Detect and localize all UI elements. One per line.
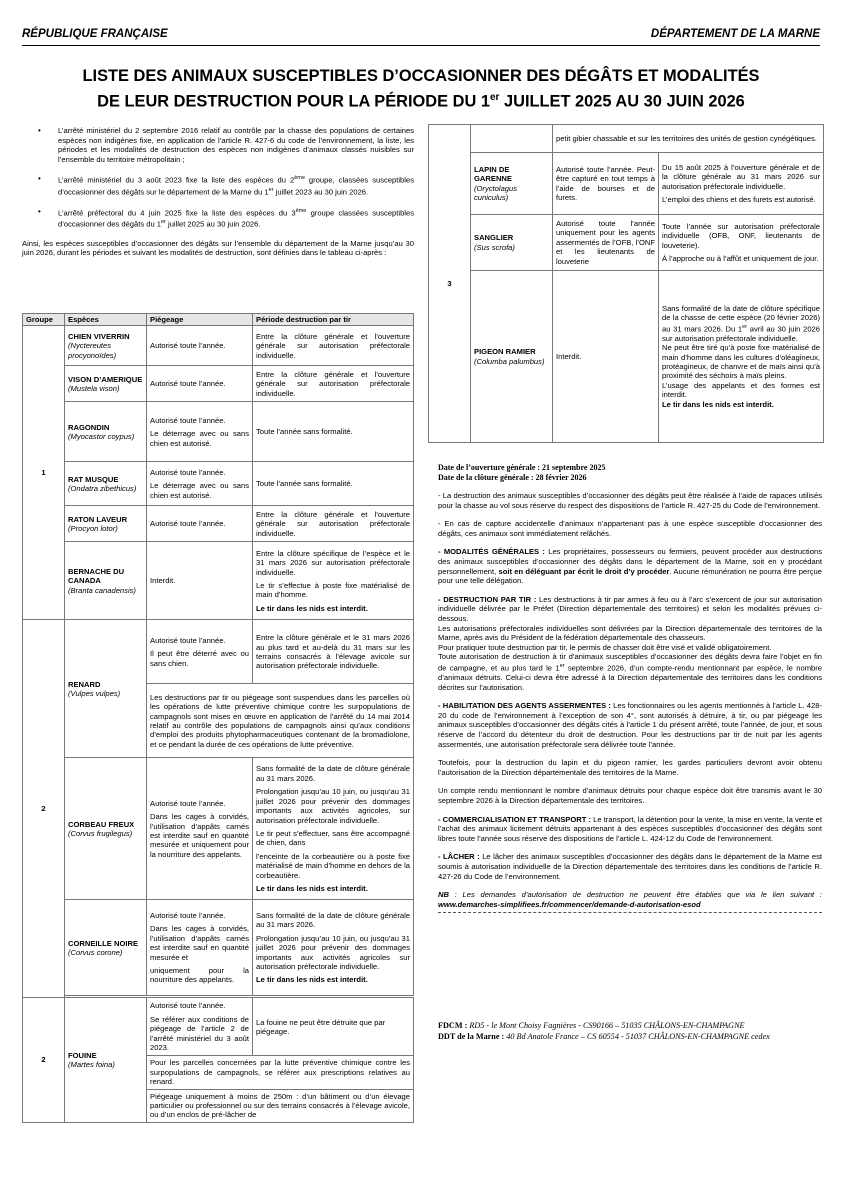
commercialisation-paragraph: - COMMERCIALISATION ET TRANSPORT : Le transport, la détention pour la vente, la mise en vente, la vente et l’achat des animaux licitement détruits appartenant à des espèces susceptibles d’occasionner des dégâts sont libres toute l’année sous réserve des dispositions de l’article L. 424-12 du Code de l’environnement. — [438, 814, 822, 843]
trapping-cell: Interdit. — [147, 542, 253, 620]
shooting-text: Entre la clôture spécifique de l’espèce et le 31 mars 2026 sur autorisation préfectorale individuelle. — [256, 548, 410, 577]
ddt-address: DDT de la Marne : 40 Bd Anatole France – CS 60554 - 51037 CHÂLONS-EN-CHAMPAGNE cedex — [438, 1032, 770, 1041]
shooting-cell: Entre la clôture générale et l’ouverture générale sur autorisation préfectorale individuelle. — [253, 506, 414, 542]
trapping-cell: Autorisé toute l’année. — [147, 506, 253, 542]
table-row — [23, 326, 414, 366]
season-dates — [438, 463, 822, 483]
shooting-text: Le tir dans les nids est interdit. — [662, 399, 774, 409]
page-title — [20, 66, 822, 112]
table-row — [23, 900, 414, 996]
col-piegeage: Piégeage — [147, 314, 253, 326]
species-name: RATON LAVEUR — [68, 514, 128, 524]
intro-bullet-3: • L’arrêté préfectoral du 4 juin 2025 fixe la liste des espèces du 3ème groupe classées susceptibles d’occasionner des dégâts du 1er juillet 2025 au 30 juin 2026. — [22, 207, 414, 229]
modalites-paragraph: - MODALITÉS GÉNÉRALES : Les propriétaires, possesseurs ou fermiers, peuvent procéder aux destructions des animaux susceptibles d’occasionner des dégâts dans le département de la Marne, soit en y procédant personnellement, soit en déléguant par écrit le droit d’y procéder. Aucune rémunération ne pourra être perçue pour une telle délégation. — [438, 547, 822, 586]
shooting-cell: Entre la clôture générale et le 31 mars 2026 au plus tard et au-delà du 31 mars sur les terrains consacrés à l’élevage avicole sur autorisation préfectorale individuelle. — [253, 620, 414, 684]
group-cell: 2 — [23, 620, 65, 998]
rule-paragraph: Toute autorisation de destruction à tir d’animaux susceptibles d’occasionner des dégâts devra faire l’objet en fin de campagne, et au plus tard le 1er septembre 2026, d’un compte-rendu mentionnant par espèce, le nombre d’animaux détruits. Celui-ci devra être adressé à la Direction départementale des territoires dans les conditions décrites sur l’autorisation. — [438, 652, 822, 692]
trapping-text: Il peut être déterré avec ou sans chien. — [150, 649, 249, 668]
species-latin: (Mustela vison) — [68, 383, 120, 393]
fdcm-address: FDCM : RD5 - le Mont Choisy Fagnières - CS90166 – 51035 CHÂLONS-EN-CHAMPAGNE — [438, 1021, 745, 1030]
shooting-text: Le tir dans les nids est interdit. — [256, 975, 368, 985]
shooting-text: Le tir dans les nids est interdit. — [256, 883, 368, 893]
table-row — [23, 366, 414, 402]
group-cell: 2 — [23, 998, 65, 1122]
lacher-paragraph: - LÂCHER : Le lâcher des animaux susceptibles d’occasionner des dégâts dans le département de la Marne est soumis à autorisation individuelle de la Direction départementale des territoires dans les conditions de l’article R. 427-26 du Code de l’environnement. — [438, 852, 822, 881]
species-name: VISON D’AMERIQUE — [68, 374, 143, 384]
header-right: DÉPARTEMENT DE LA MARNE — [650, 28, 820, 40]
table-header-row — [23, 314, 414, 326]
shooting-text: Le tir dans les nids est interdit. — [256, 603, 368, 613]
trapping-text: Dans les cages à corvidés, l’utilisation d’appâts carnés est interdite sauf en quantité mesurée et — [150, 924, 249, 962]
shooting-text: Du 15 août 2025 à l’ouverture générale et de la clôture générale au 31 mars 2026 sur autorisation préfectorale individuelle. — [662, 162, 820, 191]
species-name: BERNACHE DU CANADA — [68, 566, 125, 586]
nb-paragraph: NB : Les demandes d’autorisation de destruction ne peuvent être établies que via le lien suivant : www.demarches-simplifiees.fr/commencer/demande-d-autorisation-esod — [438, 890, 822, 913]
table-row: PIGEON RAMIER (Columba palumbus) Interdit. Sans formalité de la date de clôture spécifique de la chasse de cette espèce (20 février 2026) au 31 mars 2026. Du 1er avril au 30 juin 2026 sur autorisation préfectorale individuelle. Ne peut être tiré qu’à poste fixe matérialisé de main d’homme dans les cultures d’oléagineux, protéagineux, de chanvre et de maïs ainsi qu’à proximité des séchoirs à maïs pleins. L’usage des appelants et des formes est interdit. Le tir dans les nids est interdit. — [429, 271, 824, 443]
species-name: CORBEAU FREUX — [68, 819, 135, 829]
trapping-text: Autorisé toute l’année. — [150, 910, 226, 920]
species-name: RAT MUSQUE — [68, 474, 119, 484]
trapping-cell: Autorisé toute l’année. — [147, 366, 253, 402]
shooting-text: À l’approche ou à l’affût et uniquement de jour. — [662, 253, 819, 263]
title-line-1: LISTE DES ANIMAUX SUSCEPTIBLES D’OCCASIONNER DES DÉGÂTS ET MODALITÉS — [82, 67, 760, 85]
page-header — [22, 28, 820, 46]
title-line-2: DE LEUR DESTRUCTION POUR LA PÉRIODE DU 1er JUILLET 2025 AU 30 JUIN 2026 — [97, 92, 745, 111]
table-row — [429, 125, 824, 153]
shooting-text: L’emploi des chiens et des furets est autorisé. — [662, 194, 816, 204]
species-latin: (Branta canadensis) — [68, 585, 136, 595]
shooting-text: Sans formalité de la date de clôture générale au 31 mars 2026. — [256, 764, 410, 783]
species-table-left — [22, 313, 414, 1123]
trapping-cell: Autorisé toute l’année. — [147, 326, 253, 366]
col-groupe: Groupe — [23, 314, 65, 326]
trapping-text: uniquement pour la nourriture des appelants. — [150, 966, 249, 985]
table-row — [429, 153, 824, 215]
rule-paragraph: Un compte rendu mentionnant le nombre d’animaux détruits pour chaque espèce doit être transmis avant le 30 septembre 2026 à la Direction départementale des territoires. — [438, 786, 822, 805]
table-row — [23, 758, 414, 900]
trapping-cell: Interdit. — [553, 271, 659, 443]
table-row — [23, 998, 414, 1056]
trapping-text: Autorisé toute l’année. — [150, 415, 226, 425]
trapping-cell: Autorisé toute l’année. Peut-être capturé en tout temps à l’aide de bourses et de furets. — [553, 153, 659, 215]
rule-paragraph: - En cas de capture accidentelle d’animaux n’appartenant pas à une espèce susceptible d’occasionner des dégâts, ces animaux sont immédiatement relâchés. — [438, 519, 822, 538]
species-name: LAPIN DE GARENNE — [474, 164, 512, 184]
shooting-text: Sans formalité de la date de clôture générale au 31 mars 2026. — [256, 910, 410, 930]
shooting-text: Ne peut être tiré qu’à poste fixe matérialisé de main d’homme dans les cultures d’oléagineux, protéagineux, de chanvre et de maïs ainsi qu’à proximité des séchoirs à maïs pleins. — [662, 343, 820, 381]
species-name: SANGLIER — [474, 233, 514, 243]
species-name: CHIEN VIVERRIN — [68, 331, 130, 341]
species-latin: (Nyctereutes procyonoïdes) — [68, 341, 117, 360]
shooting-text: l’enceinte de la corbeautière ou à poste fixe matérialisé de main d’homme en dehors de la corbeautière. — [256, 851, 410, 880]
rule-paragraph: - La destruction des animaux susceptibles d’occasionner des dégâts peut être réalisée à l’aide de rapaces utilisés pour la chasse au vol sous réserve du respect des dispositions de l’article R. 427-25 du Code de l’environnement. — [438, 491, 822, 510]
opening-date: Date de l’ouverture générale : 21 septembre 2025 — [438, 463, 606, 472]
intro-bullet-2: • L’arrêté ministériel du 3 août 2023 fixe la liste des espèces du 2ème groupe, classées susceptibles d’occasionner des dégâts sur le département de la Marne du 1er juillet 2023 au 30 juin 2026. — [22, 174, 414, 196]
note-cell: petit gibier chassable et sur les territoires des unités de gestion cynégétiques. — [553, 125, 824, 153]
trapping-text: Le déterrage avec ou sans chien est autorisé. — [150, 429, 249, 448]
header-left: RÉPUBLIQUE FRANÇAISE — [22, 28, 168, 40]
demarches-link[interactable]: www.demarches-simplifiees.fr/commencer/demande-d-autorisation-esod — [438, 899, 701, 909]
species-latin: (Columba palumbus) — [474, 356, 545, 366]
trapping-text: Autorisé toute l’année. — [150, 467, 226, 477]
col-periode: Période destruction par tir — [253, 314, 414, 326]
species-name: FOUINE — [68, 1050, 97, 1060]
intro-paragraph: Ainsi, les espèces susceptibles d’occasionner des dégâts sur l’ensemble du département de la Marne jusqu’au 30 juin 2026, durant les périodes et suivant les modalités de destruction, sont définies dans le tableau ci-après : — [22, 238, 414, 258]
species-latin: (Martes foina) — [68, 1060, 115, 1070]
trapping-text: Autorisé toute l’année. — [150, 1001, 226, 1011]
trapping-cell: Autorisé toute l’année uniquement pour les agents assermentés de l’OFB, l’ONF et les lieutenants de louveterie — [553, 215, 659, 271]
trapping-text: Le déterrage avec ou sans chien est autorisé. — [150, 481, 249, 500]
group-cell: 1 — [23, 326, 65, 620]
species-name: RENARD — [68, 679, 101, 689]
species-latin: (Oryctolagus cuniculus) — [474, 183, 518, 202]
species-name: RAGONDIN — [68, 422, 110, 432]
species-latin: (Ondatra zibethicus) — [68, 483, 137, 493]
trapping-text: Autorisé toute l’année. — [150, 798, 226, 808]
intro-section — [22, 126, 414, 258]
shooting-text: Le tir s’effectue à poste fixe matérialisé de main d’homme. — [256, 580, 410, 600]
rule-paragraph: Toutefois, pour la destruction du lapin et du pigeon ramier, les gardes particuliers devront avoir obtenu l’autorisation de la Direction départementale des territoires de la Marne. — [438, 758, 822, 777]
table-row — [23, 542, 414, 620]
species-table-right — [428, 124, 824, 443]
col-especes: Espèces — [65, 314, 147, 326]
shooting-text: Toute l’année sur autorisation préfectorale individuelle (OFB, ONF, lieutenants de louveterie). — [662, 221, 820, 250]
rule-paragraph: Pour pratiquer toute destruction par tir, le permis de chasser doit être visé et validé obligatoirement. — [438, 642, 772, 652]
destruction-tir-paragraph: - DESTRUCTION PAR TIR : Les destructions à tir par armes à feu ou à l’arc s’exercent de jour sur autorisation individuelle délivrée par le Préfet (Direction départementale des territoires) et selon les modalités prévues ci-dessous. — [438, 594, 822, 623]
rules-section — [438, 491, 822, 922]
species-name: PIGEON RAMIER — [474, 347, 536, 357]
habilitation-paragraph: - HABILITATION DES AGENTS ASSERMENTES : Les fonctionnaires ou les agents mentionnés à l’article L. 428-20 du code de l’environnement à l’exception de son 4°, sont autorisés à détruire, à tir, ou par piégeage les animaux susceptibles d’occasionner des dégâts cités à l’article 1 du présent arrêté, toute l’année, de jour, et sous réserve de l’accord du détenteur du droit de destruction. Pour les destructions par tir de nuit par les agents assermentés, une autorisation préfectorale sera délivrée toute l’année. — [438, 701, 822, 749]
shooting-cell: Toute l’année sans formalité. — [253, 402, 414, 462]
intro-bullet-1: • L’arrêté ministériel du 2 septembre 2016 relatif au contrôle par la chasse des populations de certaines espèces non indigènes fixe, en application de l’article R. 427-6 du code de l’environnement, la liste, les périodes et les modalités de destruction des espèces non indigènes d’animaux classés nuisibles sur l’ensemble du territoire métropolitain ; — [22, 126, 414, 164]
trapping-text: Autorisé toute l’année. — [150, 635, 226, 645]
trapping-text: Se référer aux conditions de piégeage de l’article 2 de l’arrêté ministériel du 3 août 2023. — [150, 1014, 249, 1053]
table-row — [23, 402, 414, 462]
species-latin: (Corvus frugilegus) — [68, 828, 133, 838]
shooting-text: Prolongation jusqu’au 10 juin, ou jusqu’au 31 juillet 2026 pour prévenir des dommages importants aux activités agricoles, sur autorisation préfectorale individuelle. — [256, 787, 410, 825]
group-cell: 3 — [429, 125, 471, 443]
species-latin: (Corvus corone) — [68, 947, 123, 957]
trapping-text: Dans les cages à corvidés, l’utilisation d’appâts carnés est interdite sauf en quantité mesurée et uniquement pour la nourriture des appelants. — [150, 812, 249, 859]
shooting-text: Le tir peut s’effectuer, sans être accompagné de chien, dans — [256, 828, 410, 848]
rule-paragraph: Les autorisations préfectorales individuelles sont délivrées par la Direction départementale des territoires de la Marne, après avis du Président de la fédération départementale des chasseurs. — [438, 623, 822, 643]
shooting-cell: Entre la clôture générale et l’ouverture générale sur autorisation préfectorale individuelle. — [253, 326, 414, 366]
shooting-text: L’usage des appelants et des formes est interdit. — [662, 380, 820, 400]
species-latin: (Myocastor coypus) — [68, 431, 135, 441]
species-latin: (Procyon lotor) — [68, 523, 118, 533]
shooting-cell: Entre la clôture générale et l’ouverture générale sur autorisation préfectorale individuelle. — [253, 366, 414, 402]
note-cell: Les destructions par tir ou piégeage sont suspendues dans les parcelles où les opérations de lutte préventive chimique contre les surpopulations de campagnols sont mises en œuvre en application de l’arrêté du 14 mai 2014 relatif au contrôle des populations de campagnols ainsi qu’aux conditions d’emploi des produits phytopharmaceutiques contenant de la bromadiolone, et ce pendant la durée de ces opérations de lutte préventive. — [147, 684, 414, 758]
species-name: CORNEILLE NOIRE — [68, 938, 139, 948]
note-cell: Pour les parcelles concernées par la lutte préventive chimique contre les surpopulations de campagnols, se référer aux prescriptions relatives au renard. — [147, 1056, 414, 1089]
table-row — [23, 506, 414, 542]
closing-date: Date de la clôture générale : 28 février 2026 — [438, 473, 587, 482]
species-latin: (Vulpes vulpes) — [68, 688, 121, 698]
table-row — [429, 215, 824, 271]
table-row — [23, 620, 414, 684]
table-row — [23, 462, 414, 506]
species-latin: (Sus scrofa) — [474, 242, 515, 252]
shooting-text: Prolongation jusqu’au 10 juin, ou jusqu’au 31 juillet 2026 pour prévenir des dommages importants aux activités agricoles sur autorisation préfectorale individuelle. — [256, 933, 410, 972]
shooting-cell: La fouine ne peut être détruite que par piégeage. — [253, 998, 414, 1056]
note-cell: Piégeage uniquement à moins de 250m : d’un bâtiment ou d’un élevage particulier ou professionnel ou sur des terrains consacrés à l’élevage avicole, ou d’un enclos de pré-lâcher de — [147, 1089, 414, 1122]
shooting-cell: Toute l’année sans formalité. — [253, 462, 414, 506]
footer-contacts — [438, 1020, 822, 1042]
